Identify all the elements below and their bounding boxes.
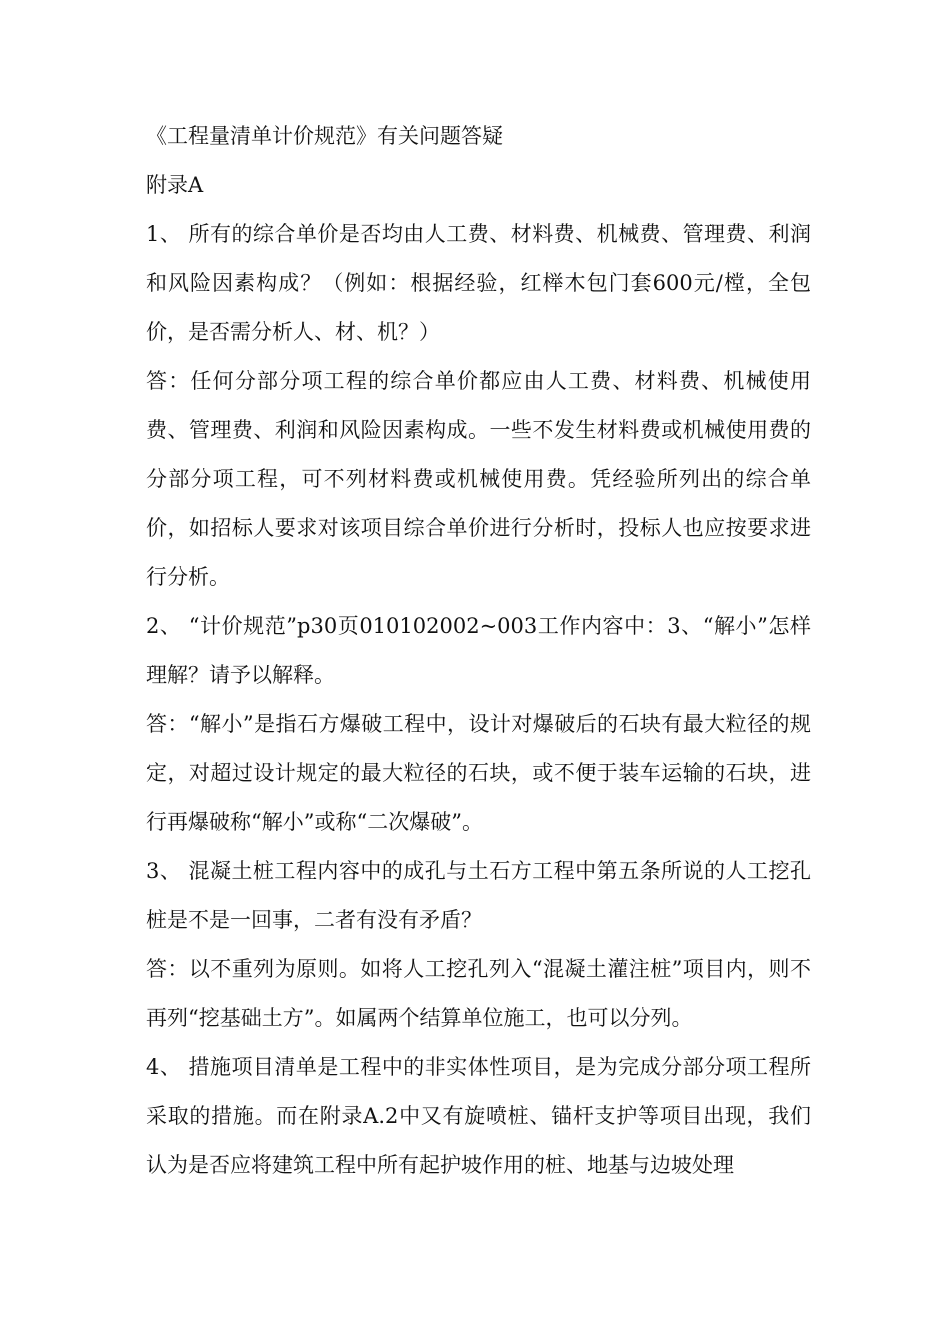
- answer-3: 答：以不重列为原则。如将人工挖孔列入“混凝土灌注桩”项目内，则不再列“挖基础土方”。如属两个结算单位施工，也可以分列。: [146, 957, 811, 1030]
- answer-1: 答：任何分部分项工程的综合单价都应由人工费、材料费、机械使用费、管理费、利润和风险因素构成。一些不发生材料费或机械使用费的分部分项工程，可不列材料费或机械使用费。凭经验所列出的综合单价，如招标人要求对该项目综合单价进行分析时，投标人也应按要求进行分析。: [146, 369, 811, 589]
- appendix-heading: 附录A: [146, 173, 204, 197]
- question-3: 3、 混凝土桩工程内容中的成孔与土石方工程中第五条所说的人工挖孔桩是不是一回事，二者有没有矛盾？: [146, 859, 811, 932]
- document-body: [146, 161, 811, 1190]
- question-4: 4、 措施项目清单是工程中的非实体性项目，是为完成分部分项工程所采取的措施。而在附录A.2中又有旋喷桩、锚杆支护等项目出现，我们认为是否应将建筑工程中所有起护坡作用的桩、地基与边坡处理: [146, 1055, 811, 1177]
- document-title: 《工程量清单计价规范》有关问题答疑: [146, 124, 503, 148]
- question-1: 1、 所有的综合单价是否均由人工费、材料费、机械费、管理费、利润和风险因素构成？（例如：根据经验，红榉木包门套600元/樘，全包价，是否需分析人、材、机？）: [146, 222, 811, 344]
- answer-2: 答：“解小”是指石方爆破工程中，设计对爆破后的石块有最大粒径的规定，对超过设计规定的最大粒径的石块，或不便于装车运输的石块，进行再爆破称“解小”或称“二次爆破”。: [146, 712, 811, 834]
- question-2: 2、 “计价规范”p30页010102002~003工作内容中：3、“解小”怎样理解？请予以解释。: [146, 614, 811, 687]
